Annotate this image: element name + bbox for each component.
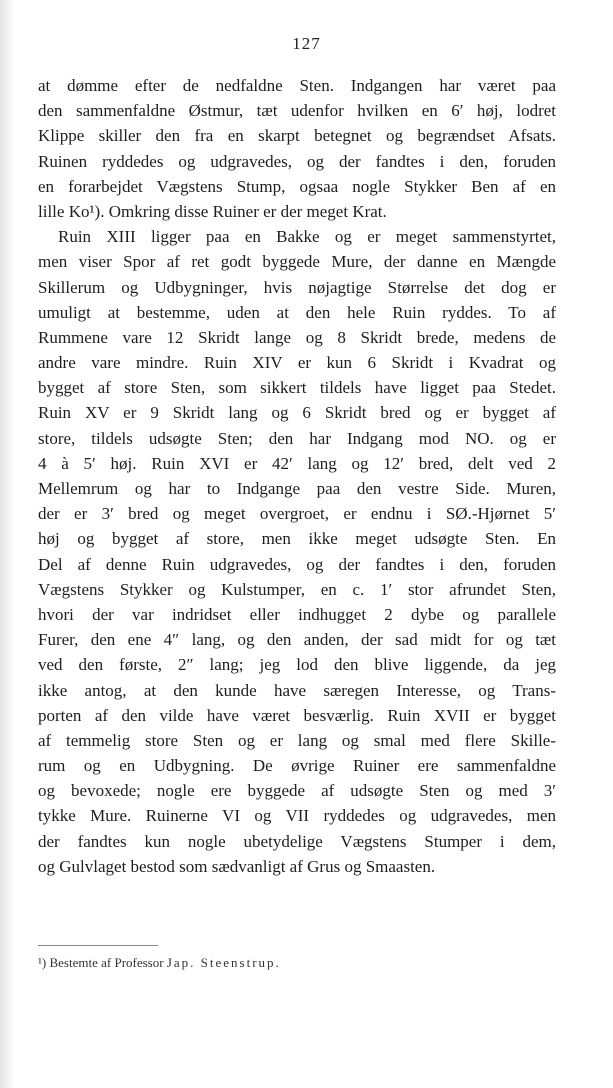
text-line: Ruinen ryddedes og udgravedes, og der fandtes i den, foruden bbox=[38, 151, 556, 171]
footnote-author-name: Jap. Steenstrup. bbox=[166, 955, 281, 970]
footnote-divider bbox=[38, 945, 158, 946]
text-line: ikke antog, at den kunde have særegen Interesse, og Trans- bbox=[38, 680, 556, 700]
footnote-marker: ¹) bbox=[38, 955, 47, 970]
text-line: Klippe skiller den fra en skarpt betegnet og begrændset Afsats. bbox=[38, 126, 556, 146]
text-line: rum og en Udbygning. De øvrige Ruiner ere sammenfaldne bbox=[38, 756, 556, 776]
text-line: umuligt at bestemme, uden at den hele Ruin ryddes. To af bbox=[38, 302, 556, 322]
text-line: lille Ko¹). Omkring disse Ruiner er der meget Krat. bbox=[38, 201, 387, 221]
text-line: af temmelig store Sten og er lang og smal med flere Skille- bbox=[38, 730, 556, 750]
text-line: ved den første, 2″ lang; jeg lod den blive liggende, da jeg bbox=[38, 655, 556, 675]
text-line: Rummene vare 12 Skridt lange og 8 Skridt brede, medens de bbox=[38, 327, 556, 347]
text-line: og bevoxede; nogle ere byggede af udsøgte Sten og med 3′ bbox=[38, 781, 556, 801]
text-line: der er 3′ bred og meget overgroet, er endnu i SØ.-Hjørnet 5′ bbox=[38, 504, 556, 524]
footnote-text: Bestemte af Professor bbox=[49, 955, 164, 970]
text-line: tykke Mure. Ruinerne VI og VII ryddedes og udgravedes, men bbox=[38, 806, 556, 826]
page-number: 127 bbox=[292, 34, 321, 53]
text-line: der fandtes kun nogle ubetydelige Vægstens Stumper i dem, bbox=[38, 831, 556, 851]
text-line: 4 à 5′ høj. Ruin XVI er 42′ lang og 12′ bred, delt ved 2 bbox=[38, 453, 556, 473]
text-line: store, tildels udsøgte Sten; den har Indgang mod NO. og er bbox=[38, 428, 556, 448]
text-line: høj og bygget af store, men ikke meget udsøgte Sten. En bbox=[38, 529, 556, 549]
text-line: men viser Spor af ret godt byggede Mure, der danne en Mængde bbox=[38, 252, 556, 272]
page-edge-shadow bbox=[0, 0, 14, 1088]
text-line: den sammenfaldne Østmur, tæt udenfor hvilken en 6′ høj, lodret bbox=[38, 101, 556, 121]
body-text bbox=[38, 73, 556, 879]
text-line: bygget af store Sten, som sikkert tildels have ligget paa Stedet. bbox=[38, 378, 556, 398]
text-line: Mellemrum og har to Indgange paa den vestre Side. Muren, bbox=[38, 479, 556, 498]
text-line: at dømme efter de nedfaldne Sten. Indgangen har været paa bbox=[38, 76, 556, 95]
text-line: Skillerum og Udbygninger, hvis nøjagtige Størrelse det dog er bbox=[38, 277, 556, 297]
text-line: Ruin XV er 9 Skridt lang og 6 Skridt bred og er bygget af bbox=[38, 403, 556, 423]
text-line: og Gulvlaget bestod som sædvanligt af Grus og Smaasten. bbox=[38, 856, 436, 876]
text-line: porten af den vilde have været besværlig. Ruin XVII er bygget bbox=[38, 705, 556, 725]
text-line: Vægstens Stykker og Kulstumper, en c. 1′ stor afrundet Sten, bbox=[38, 579, 556, 599]
text-line: hvori der var indridset eller indhugget 2 dybe og parallele bbox=[38, 604, 556, 624]
text-line: Del af denne Ruin udgravedes, og der fandtes i den, foruden bbox=[38, 554, 556, 574]
footnote bbox=[38, 955, 281, 971]
text-line: Ruin XIII ligger paa en Bakke og er meget sammenstyrtet, bbox=[58, 227, 556, 247]
text-line: Furer, den ene 4″ lang, og den anden, der sad midt for og tæt bbox=[38, 630, 556, 650]
text-line: en forarbejdet Vægstens Stump, ogsaa nogle Stykker Ben af en bbox=[38, 176, 556, 196]
text-line: andre vare mindre. Ruin XIV er kun 6 Skridt i Kvadrat og bbox=[38, 353, 556, 373]
